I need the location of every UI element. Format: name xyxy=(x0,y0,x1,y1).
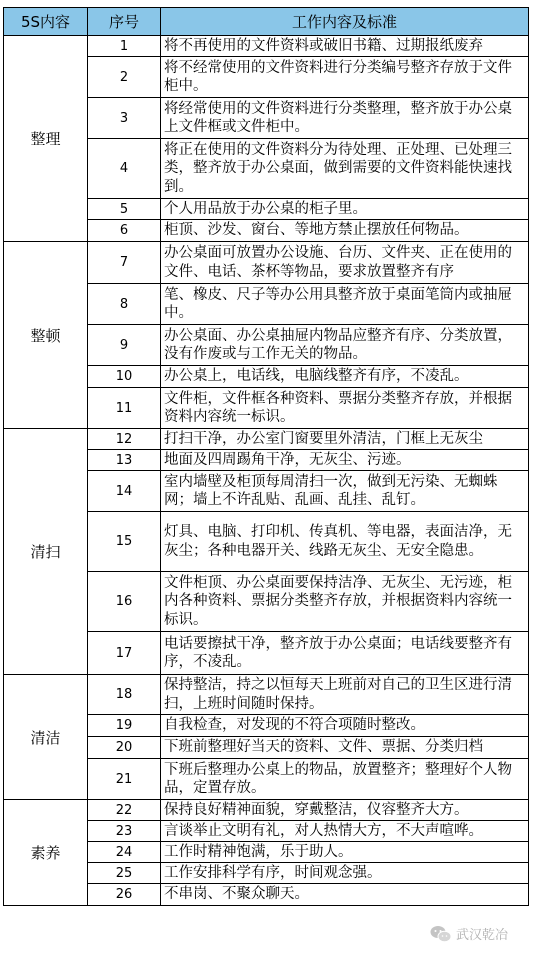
header-category: 5S内容 xyxy=(4,8,88,36)
item-description: 工作时精神饱满，乐于助人。 xyxy=(161,842,529,863)
item-description: 将不再使用的文件资料或破旧书籍、过期报纸废弃 xyxy=(161,36,529,57)
item-description: 文件柜顶、办公桌面要保持洁净、无灰尘、无污迹，柜内各种资料、票据分类整齐存放，并根据资料内容统一标识。 xyxy=(161,572,529,632)
item-description: 工作安排科学有序，时间观念强。 xyxy=(161,863,529,884)
item-description: 个人用品放于办公桌的柜子里。 xyxy=(161,199,529,220)
item-description: 电话要擦拭干净，整齐放于办公桌面；电话线要整齐有序，不凌乱。 xyxy=(161,632,529,675)
item-description: 不串岗、不聚众聊天。 xyxy=(161,884,529,906)
category-cell: 整顿 xyxy=(4,242,88,429)
table-row xyxy=(4,429,529,450)
item-number: 6 xyxy=(88,220,161,242)
item-description: 自我检查，对发现的不符合项随时整改。 xyxy=(161,715,529,737)
table-header-row xyxy=(4,8,529,36)
header-number: 序号 xyxy=(88,8,161,36)
item-description: 将正在使用的文件资料分为待处理、正处理、已处理三类，整齐放于办公桌面，做到需要的文件资料能快速找到。 xyxy=(161,139,529,199)
item-description: 打扫干净，办公室门窗要里外清洁，门框上无灰尘 xyxy=(161,429,529,450)
item-number: 15 xyxy=(88,512,161,572)
item-description: 将经常使用的文件资料进行分类整理，整齐放于办公桌上文件框或文件柜中。 xyxy=(161,98,529,139)
item-description: 下班后整理办公桌上的物品，放置整齐；整理好个人物品，定置存放。 xyxy=(161,759,529,800)
category-cell: 清扫 xyxy=(4,429,88,675)
item-number: 18 xyxy=(88,675,161,715)
item-description: 保持整洁，持之以恒每天上班前对自己的卫生区进行清扫，上班时间随时保持。 xyxy=(161,675,529,715)
item-number: 13 xyxy=(88,450,161,471)
item-number: 20 xyxy=(88,737,161,759)
table-row xyxy=(4,36,529,57)
item-number: 4 xyxy=(88,139,161,199)
item-number: 12 xyxy=(88,429,161,450)
category-cell: 整理 xyxy=(4,36,88,242)
item-number: 11 xyxy=(88,388,161,429)
wechat-icon xyxy=(430,925,452,943)
item-number: 14 xyxy=(88,471,161,512)
item-number: 7 xyxy=(88,242,161,284)
item-number: 26 xyxy=(88,884,161,906)
table-row xyxy=(4,800,529,821)
item-number: 23 xyxy=(88,821,161,842)
item-description: 办公桌面可放置办公设施、台历、文件夹、正在使用的文件、电话、茶杯等物品，要求放置整齐有序 xyxy=(161,242,529,284)
item-number: 21 xyxy=(88,759,161,800)
watermark-text: 武汉乾冶 xyxy=(456,928,509,943)
item-number: 19 xyxy=(88,715,161,737)
item-description: 室内墙壁及柜顶每周清扫一次，做到无污染、无蜘蛛网；墙上不许乱贴、乱画、乱挂、乱钉。 xyxy=(161,471,529,512)
category-cell: 素养 xyxy=(4,800,88,906)
item-description: 言谈举止文明有礼，对人热情大方，不大声喧哗。 xyxy=(161,821,529,842)
item-number: 3 xyxy=(88,98,161,139)
5s-standards-table xyxy=(3,7,529,906)
item-description: 办公桌面、办公桌抽屉内物品应整齐有序、分类放置，没有作废或与工作无关的物品。 xyxy=(161,325,529,366)
item-description: 地面及四周踢角干净，无灰尘、污迹。 xyxy=(161,450,529,471)
item-number: 5 xyxy=(88,199,161,220)
item-number: 17 xyxy=(88,632,161,675)
item-description: 将不经常使用的文件资料进行分类编号整齐存放于文件柜中。 xyxy=(161,57,529,98)
item-number: 22 xyxy=(88,800,161,821)
item-number: 24 xyxy=(88,842,161,863)
item-description: 办公桌上，电话线，电脑线整齐有序，不凌乱。 xyxy=(161,366,529,388)
item-description: 灯具、电脑、打印机、传真机、等电器，表面洁净，无灰尘；各种电器开关、线路无灰尘、无安全隐患。 xyxy=(161,512,529,572)
item-number: 1 xyxy=(88,36,161,57)
table-row xyxy=(4,675,529,715)
item-number: 16 xyxy=(88,572,161,632)
table-row xyxy=(4,242,529,284)
item-number: 8 xyxy=(88,284,161,325)
watermark xyxy=(430,924,508,943)
item-description: 柜顶、沙发、窗台、等地方禁止摆放任何物品。 xyxy=(161,220,529,242)
item-number: 2 xyxy=(88,57,161,98)
item-number: 9 xyxy=(88,325,161,366)
item-description: 文件柜，文件框各种资料、票据分类整齐存放，并根据资料内容统一标识。 xyxy=(161,388,529,429)
item-description: 笔、橡皮、尺子等办公用具整齐放于桌面笔筒内或抽屉中。 xyxy=(161,284,529,325)
item-description: 下班前整理好当天的资料、文件、票据、分类归档 xyxy=(161,737,529,759)
item-number: 10 xyxy=(88,366,161,388)
category-cell: 清洁 xyxy=(4,675,88,800)
item-number: 25 xyxy=(88,863,161,884)
table-body xyxy=(4,36,529,906)
item-description: 保持良好精神面貌，穿戴整洁，仪容整齐大方。 xyxy=(161,800,529,821)
header-content: 工作内容及标准 xyxy=(161,8,529,36)
